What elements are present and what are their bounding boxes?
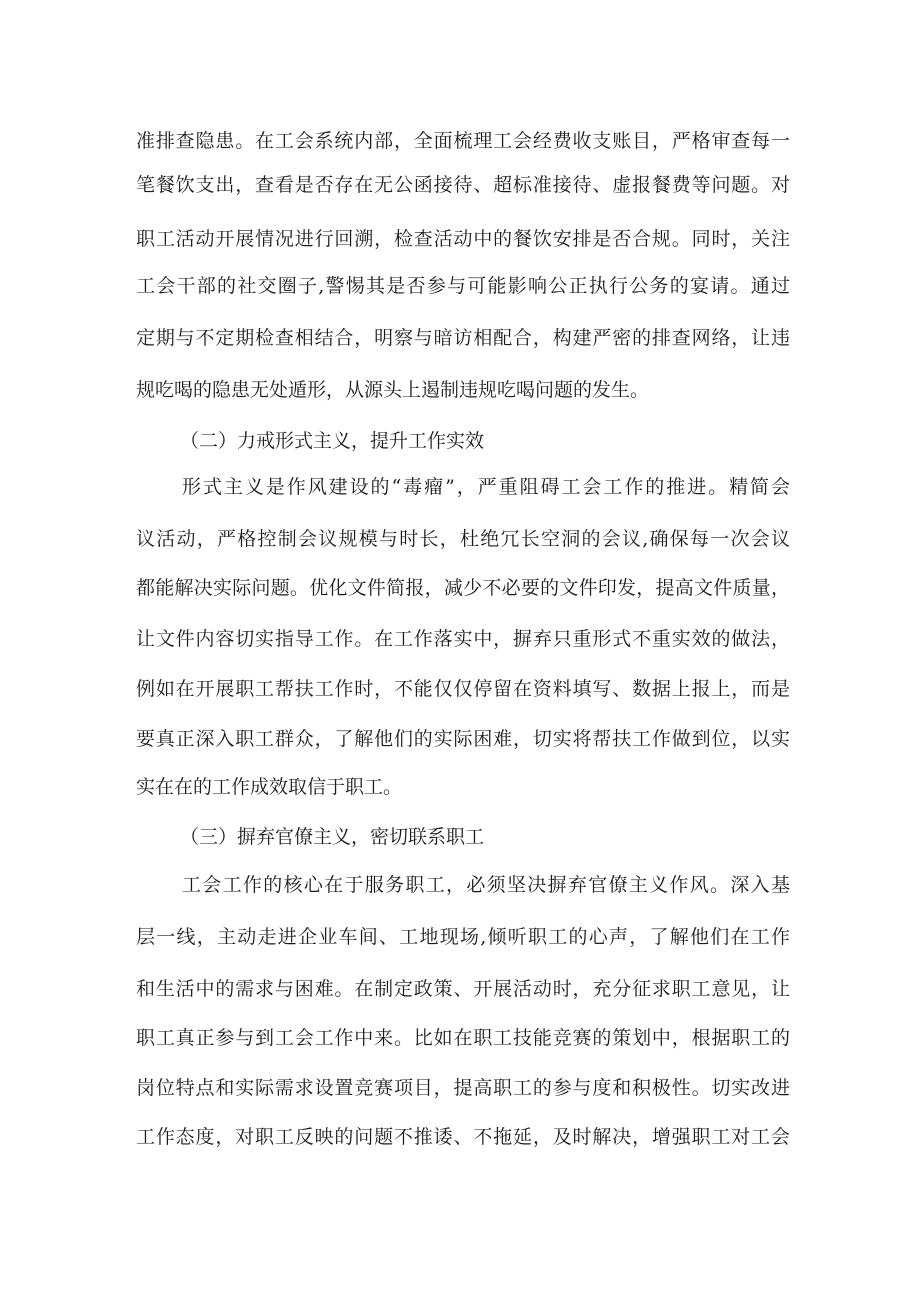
paragraph-3-line-6: 工作态度，对职工反映的问题不推诿、不拖延，及时解决，增强职工对工会 (136, 1126, 790, 1148)
paragraph-1-line-5: 定期与不定期检查相结合，明察与暗访相配合，构建严密的排查网络，让违 (136, 327, 790, 349)
paragraph-3-line-1: 工会工作的核心在于服务职工，必须坚决摒弃官僚主义作风。深入基 (182, 874, 790, 896)
paragraph-2-line-7: 实在在的工作成效取信于职工。 (136, 776, 403, 798)
paragraph-2-line-2: 议活动，严格控制会议规模与时长，杜绝冗长空洞的会议,确保每一次会议 (136, 528, 790, 550)
paragraph-2-line-4: 让文件内容切实指导工作。在工作落实中，摒弃只重形式不重实效的做法， (136, 628, 790, 650)
paragraph-3-line-4: 职工真正参与到工会工作中来。比如在职工技能竞赛的策划中，根据职工的 (136, 1027, 790, 1049)
paragraph-2-line-5: 例如在开展职工帮扶工作时，不能仅仅停留在资料填写、数据上报上，而是 (136, 678, 790, 700)
paragraph-1-line-6: 规吃喝的隐患无处遁形，从源头上遏制违规吃喝问题的发生。 (136, 379, 650, 401)
paragraph-3-line-5: 岗位特点和实际需求设置竞赛项目，提高职工的参与度和积极性。切实改进 (136, 1077, 790, 1099)
paragraph-1-line-4: 工会干部的社交圈子,警惕其是否参与可能影响公正执行公务的宴请。通过 (136, 275, 790, 297)
paragraph-2-line-1: 形式主义是作风建设的“毒瘤”，严重阻碍工会工作的推进。精简会 (182, 476, 790, 498)
paragraph-2-line-6: 要真正深入职工群众，了解他们的实际困难，切实将帮扶工作做到位，以实 (136, 728, 790, 750)
paragraph-3-line-2: 层一线，主动走进企业车间、工地现场,倾听职工的心声，了解他们在工作 (136, 926, 790, 948)
paragraph-3-line-3: 和生活中的需求与困难。在制定政策、开展活动时，充分征求职工意见，让 (136, 978, 790, 1000)
section-heading-2: （二）力戒形式主义，提升工作实效 (180, 430, 485, 452)
section-heading-3: （三）摒弃官僚主义，密切联系职工 (180, 826, 485, 848)
paragraph-1-line-2: 笔餐饮支出，查看是否存在无公函接待、超标准接待、虚报餐费等问题。对 (136, 174, 790, 196)
paragraph-2-line-3: 都能解决实际问题。优化文件简报，减少不必要的文件印发，提高文件质量， (136, 577, 790, 599)
paragraph-1-line-1: 准排查隐患。在工会系统内部，全面梳理工会经费收支账目，严格审查每一 (136, 130, 790, 152)
paragraph-1-line-3: 职工活动开展情况进行回溯，检查活动中的餐饮安排是否合规。同时，关注 (136, 228, 790, 250)
